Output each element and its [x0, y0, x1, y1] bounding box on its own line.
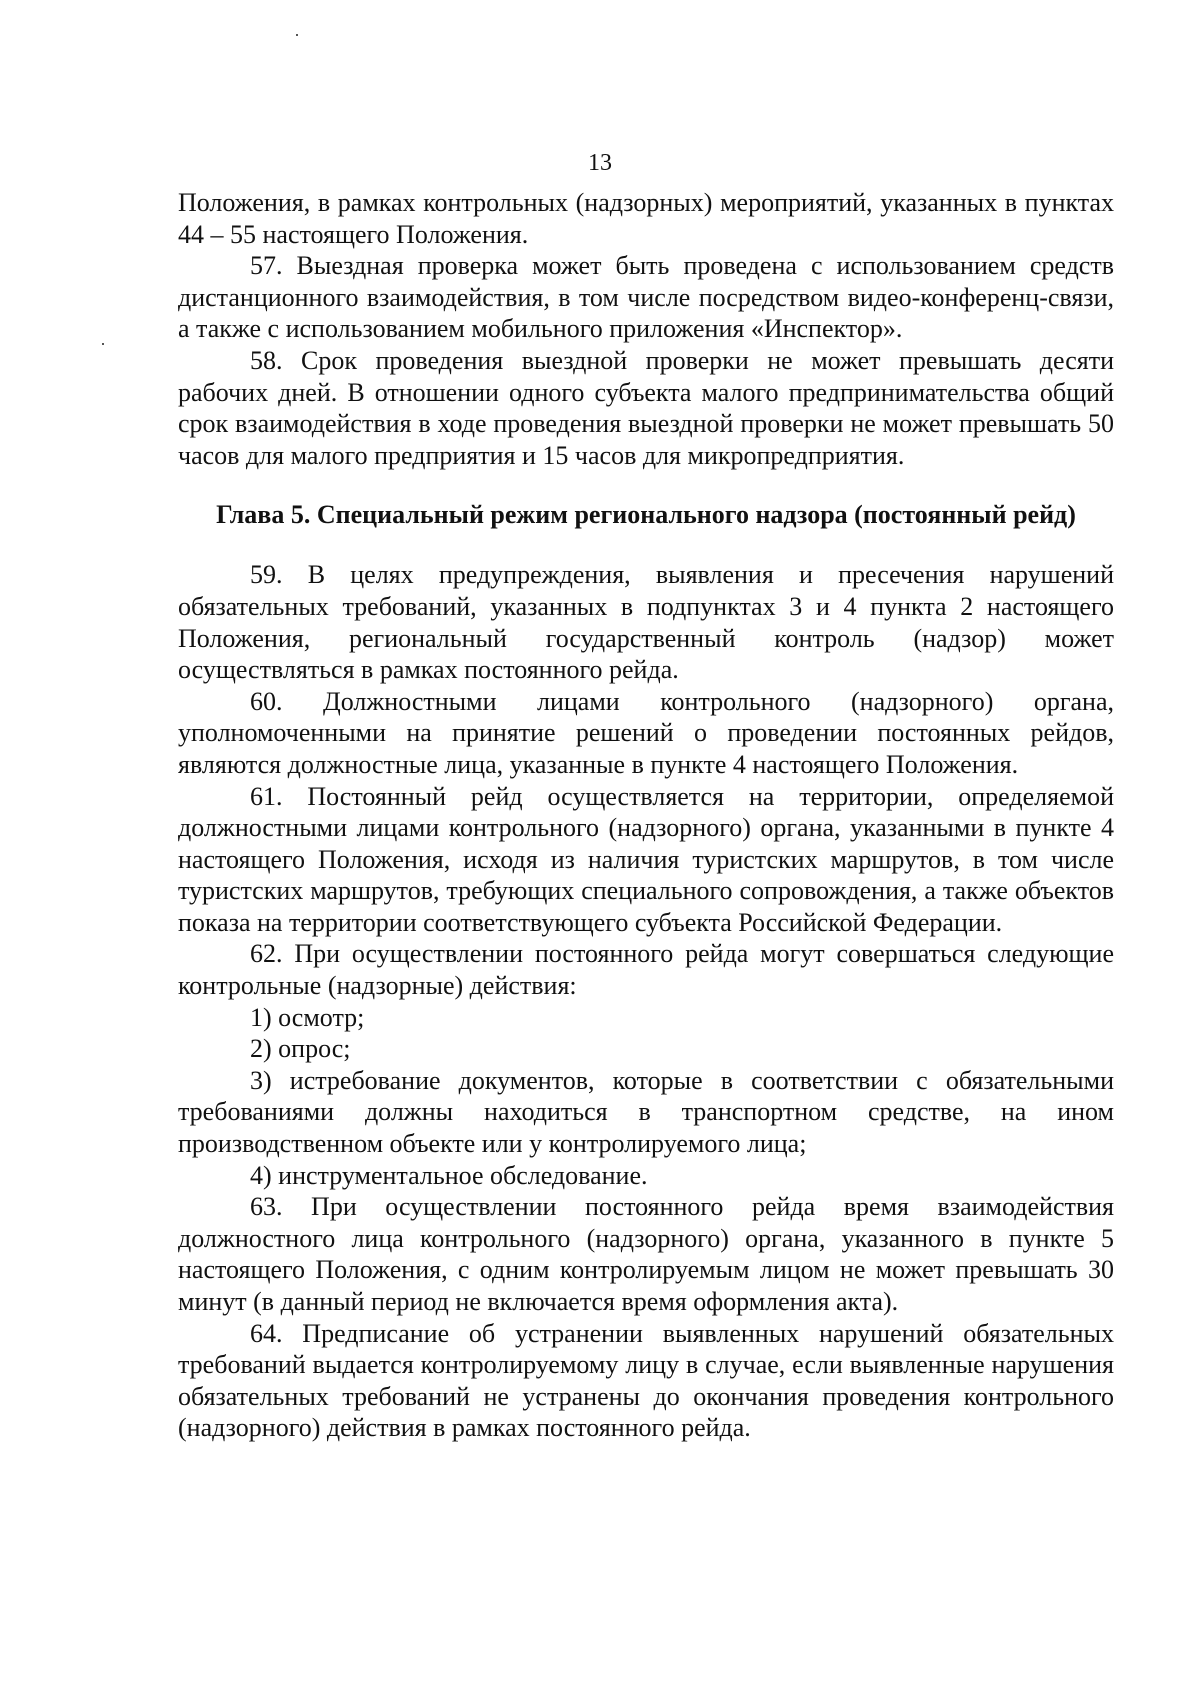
scan-speck [102, 343, 104, 345]
list-item-survey: 2) опрос; [250, 1034, 351, 1064]
scan-speck [296, 34, 298, 36]
list-item-instrumental-examination: 4) инструментальное обследование. [250, 1160, 648, 1190]
paragraph-continuation: Положения, в рамках контрольных (надзорных) мероприятий, указанных в пунктах 44 – 55 настоящего Положения. [178, 188, 1114, 249]
page-number: 13 [588, 150, 612, 176]
chapter-heading: Глава 5. Специальный режим регионального надзора (постоянный рейд) [216, 500, 1076, 530]
paragraph-64: 64. Предписание об устранении выявленных нарушений обязательных требований выдается контролируемому лицу в случае, если выявленные нарушения обязательных требований не устранены до окончания проведения контрольного (надзорного) действия в рамках постоянного рейда. [178, 1318, 1114, 1443]
paragraph-59: 59. В целях предупреждения, выявления и пресечения нарушений обязательных требований, указанных в подпунктах 3 и 4 пункта 2 настоящего Положения, региональный государственный контроль (надзор) может осуществляться в рамках постоянного рейда. [178, 560, 1114, 685]
paragraph-63: 63. При осуществлении постоянного рейда время взаимодействия должностного лица контрольного (надзорного) органа, указанного в пункте 5 настоящего Положения, с одним контролируемым лицом не может превышать 30 минут (в данный период не включается время оформления акта). [178, 1192, 1114, 1316]
paragraph-60: 60. Должностными лицами контрольного (надзорного) органа, уполномоченными на принятие решений о проведении постоянных рейдов, являются должностные лица, указанные в пункте 4 настоящего Положения. [178, 686, 1114, 779]
paragraph-57: 57. Выездная проверка может быть проведена с использованием средств дистанционного взаимодействия, в том числе посредством видео-конференц-связи, а также с использованием мобильного приложения «Инспектор». [178, 251, 1114, 344]
document-body [178, 187, 1114, 1444]
paragraph-61: 61. Постоянный рейд осуществляется на территории, определяемой должностными лицами контрольного (надзорного) органа, указанными в пункте 4 настоящего Положения, исходя из наличия туристских маршрутов, в том числе туристских маршрутов, требующих специального сопровождения, а также объектов показа на территории соответствующего субъекта Российской Федерации. [178, 781, 1114, 937]
list-item-document-request: 3) истребование документов, которые в соответствии с обязательными требованиями должны находиться в транспортном средстве, на ином производственном объекте или у контролируемого лица; [178, 1065, 1114, 1159]
list-item-inspection: 1) осмотр; [250, 1002, 365, 1032]
paragraph-62: 62. При осуществлении постоянного рейда могут совершаться следующие контрольные (надзорные) действия: [178, 939, 1114, 1001]
paragraph-58: 58. Срок проведения выездной проверки не может превышать десяти рабочих дней. В отношении одного субъекта малого предпринимательства общий срок взаимодействия в ходе проведения выездной проверки не может превышать 50 часов для малого предприятия и 15 часов для микропредприятия. [178, 345, 1114, 470]
